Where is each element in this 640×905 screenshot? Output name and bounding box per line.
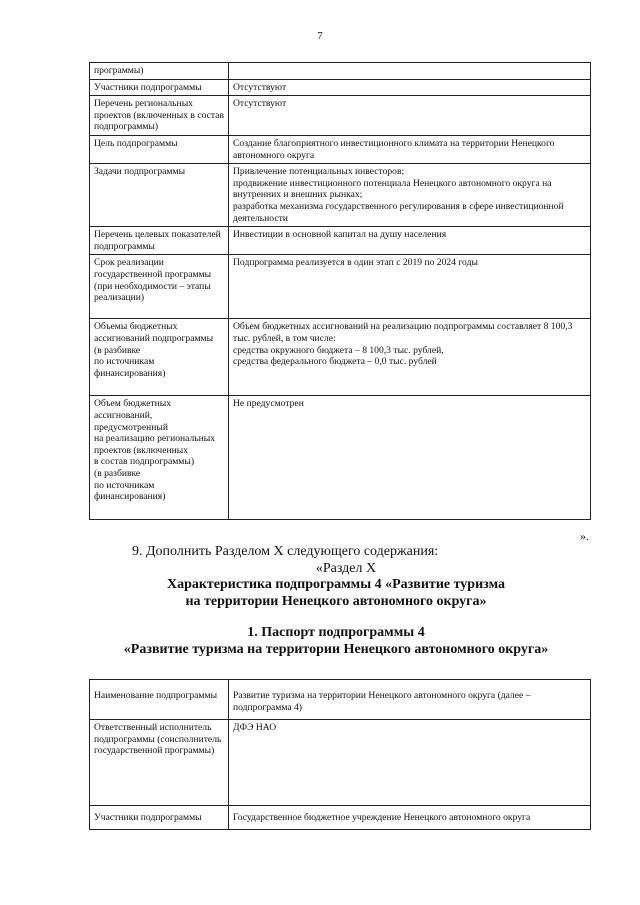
row-label: Ответственный исполнитель подпрограммы (соисполнитель государственной программы) (90, 720, 229, 806)
row-value: Объем бюджетных ассигнований на реализацию подпрограммы составляет 8 100,3 тыс. рублей, в том числе: средства окружного бюджета – 8 100,3 тыс. рублей, средства федерального бюджета – 0,0 тыс. рублей (229, 319, 591, 396)
row-label: Перечень региональных проектов (включенных в состав подпрограммы) (90, 96, 229, 136)
amendment-paragraph: 9. Дополнить Разделом X следующего содержания: (132, 544, 439, 559)
table-row (90, 135, 591, 163)
row-value: Инвестиции в основной капитал на душу населения (229, 227, 591, 255)
table-row (90, 806, 591, 830)
row-value: Государственное бюджетное учреждение Ненецкого автономного округа (229, 806, 591, 830)
page-number: 7 (317, 30, 323, 42)
passport-heading: 1. Паспорт подпрограммы 4 «Развитие туризма на территории Ненецкого автономного округа» (123, 625, 549, 657)
table-row (90, 79, 591, 96)
row-value: Развитие туризма на территории Ненецкого автономного округа (далее – подпрограмма 4) (229, 680, 591, 720)
section-heading: Характеристика подпрограммы 4 «Развитие туризма на территории Ненецкого автономного округа» (166, 577, 506, 609)
table-row (90, 63, 591, 80)
row-label: Участники подпрограммы (90, 79, 229, 96)
section-title: «Раздел X (315, 561, 377, 576)
table-row (90, 227, 591, 255)
subprogram-4-passport-table (89, 679, 591, 830)
row-label: Участники подпрограммы (90, 806, 229, 830)
row-value: Привлечение потенциальных инвесторов; продвижение инвестиционного потенциала Ненецкого автономного округа на внутренних и внешних рынках; разработка механизма государственного регулирования в сфере инвестиционной деятельности (229, 164, 591, 227)
row-value: Подпрограмма реализуется в один этап с 2019 по 2024 годы (229, 255, 591, 319)
row-label: программы) (90, 63, 229, 80)
row-label: Цель подпрограммы (90, 135, 229, 163)
table-row (90, 96, 591, 136)
row-label: Задачи подпрограммы (90, 164, 229, 227)
table-row (90, 164, 591, 227)
row-label: Объем бюджетных ассигнований, предусмотренный на реализацию региональных проектов (включенных в состав подпрограммы) (в разбивке по источникам финансирования) (90, 396, 229, 520)
table-row (90, 396, 591, 520)
row-label: Объемы бюджетных ассигнований подпрограммы (в разбивке по источникам финансирования) (90, 319, 229, 396)
table-row (90, 680, 591, 720)
table-row (90, 319, 591, 396)
closing-quote: ». (580, 529, 589, 543)
row-value (229, 63, 591, 80)
table-row (90, 255, 591, 319)
row-value: Отсутствуют (229, 79, 591, 96)
row-label: Срок реализации государственной программы (при необходимости – этапы реализации) (90, 255, 229, 319)
row-value: Создание благоприятного инвестиционного климата на территории Ненецкого автономного округа (229, 135, 591, 163)
table-row (90, 720, 591, 806)
row-value: ДФЭ НАО (229, 720, 591, 806)
row-label: Перечень целевых показателей подпрограммы (90, 227, 229, 255)
row-label: Наименование подпрограммы (90, 680, 229, 720)
row-value: Не предусмотрен (229, 396, 591, 520)
subprogram-3-passport-table (89, 62, 591, 520)
row-value: Отсутствуют (229, 96, 591, 136)
